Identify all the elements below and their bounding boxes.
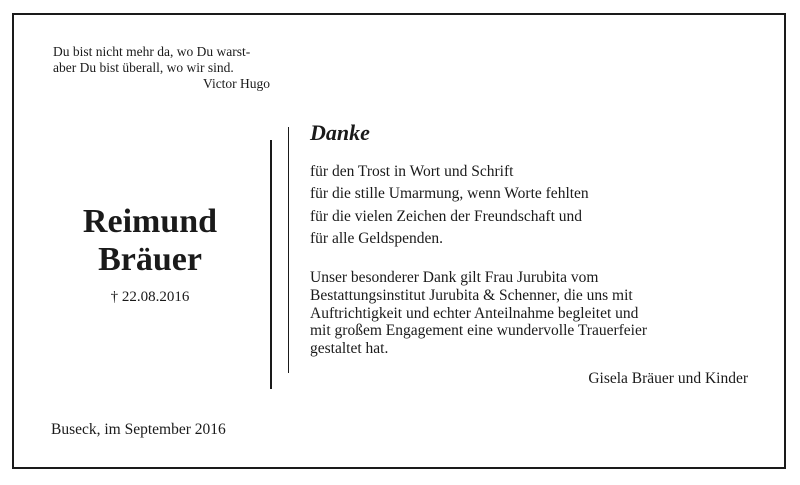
place-date: Buseck, im September 2016 xyxy=(51,421,226,438)
quote-line: Du bist nicht mehr da, wo Du warst- xyxy=(53,44,251,59)
quote-author: Victor Hugo xyxy=(203,76,271,91)
quote-line: aber Du bist überall, wo wir sind. xyxy=(53,60,234,75)
deceased-name xyxy=(60,203,240,279)
thanks-list xyxy=(310,161,589,250)
heading-danke: Danke xyxy=(310,120,370,145)
vertical-divider xyxy=(270,140,272,389)
paragraph-line: mit großem Engagement eine wundervolle Trauerfeier xyxy=(310,322,648,340)
paragraph-line: Unser besonderer Dank gilt Frau Jurubita vom xyxy=(310,269,599,286)
thanks-line: für die stille Umarmung, wenn Worte fehlten xyxy=(310,185,589,203)
paragraph-line: Bestattungsinstitut Jurubita & Schenner, die uns mit xyxy=(310,286,633,304)
signature: Gisela Bräuer und Kinder xyxy=(588,370,748,387)
paragraph-line: Auftrichtigkeit und echter Anteilnahme begleitet und xyxy=(310,304,639,322)
death-date: † 22.08.2016 xyxy=(110,289,190,305)
deceased-first-name: Reimund xyxy=(82,203,218,240)
thanks-line: für den Trost in Wort und Schrift xyxy=(310,163,514,180)
vertical-divider-thin xyxy=(288,127,289,373)
deceased-last-name: Bräuer xyxy=(98,241,202,278)
paragraph-line: gestaltet hat. xyxy=(310,340,389,358)
thanks-line: für alle Geldspenden. xyxy=(310,229,443,247)
acknowledgement-paragraph xyxy=(310,269,647,358)
thanks-line: für die vielen Zeichen der Freundschaft und xyxy=(310,207,583,225)
epigraph-quote xyxy=(53,44,270,92)
